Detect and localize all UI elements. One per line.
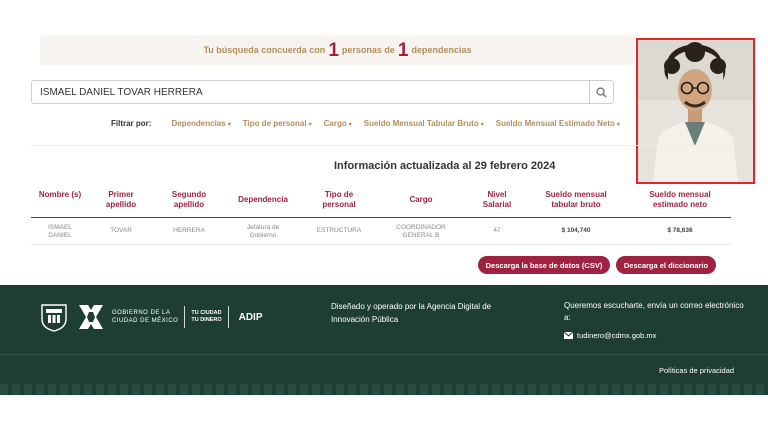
header-primer-apellido: Primer apellido <box>105 190 137 209</box>
cell-segundo-apellido: HERRERA <box>173 227 205 234</box>
footer <box>0 285 768 395</box>
table-header <box>31 190 731 218</box>
contact-text: Queremos escucharte, envía un correo electrónico a: <box>564 301 744 322</box>
filter-bar <box>111 119 620 128</box>
person-photo <box>636 38 755 184</box>
header-dependencia: Dependencia <box>238 195 288 204</box>
banner-suffix: dependencias <box>411 45 472 55</box>
download-dictionary-button[interactable]: Descarga el diccionario <box>616 256 716 274</box>
filter-cargo-label: Cargo <box>323 119 347 128</box>
filter-sueldo-neto-label: Sueldo Mensual Estimado Neto <box>495 119 615 128</box>
download-database-button[interactable]: Descarga la base de datos (CSV) <box>478 256 610 274</box>
filter-dependencias-label: Dependencias <box>171 119 226 128</box>
city-coat-of-arms-icon <box>40 302 68 332</box>
person-photo-illustration <box>638 40 753 182</box>
cdmx-logo-icon <box>76 302 106 332</box>
updated-date: Información actualizada al 29 febrero 2024 <box>334 160 556 172</box>
header-tipo-personal: Tipo de personal <box>322 190 356 209</box>
cell-dependencia: Jefatura de Gobierno <box>246 224 280 239</box>
government-line-1: GOBIERNO DE LA <box>112 310 171 316</box>
envelope-icon <box>564 332 573 339</box>
footer-decorative-pattern <box>0 384 768 395</box>
filter-tipo-personal[interactable] <box>243 119 312 128</box>
filter-sueldo-neto[interactable] <box>496 119 620 128</box>
tu-ciudad-label <box>191 310 221 324</box>
cell-nombre: ISMAEL DANIEL <box>48 224 72 239</box>
filter-dependencias[interactable] <box>171 119 230 128</box>
banner-prefix: Tu búsqueda concuerda con <box>203 45 326 55</box>
footer-logo-divider <box>228 306 229 328</box>
caret-down-icon: ▾ <box>227 122 231 128</box>
header-nivel-salarial: Nivel Salarial <box>482 190 512 209</box>
adip-label: ADIP <box>238 311 263 323</box>
search-bar <box>31 80 614 104</box>
header-segundo-apellido: Segundo apellido <box>171 190 207 209</box>
filter-cargo[interactable] <box>324 119 352 128</box>
cell-primer-apellido: TOVAR <box>110 227 132 234</box>
tu-ciudad-line-2: TU DINERO <box>191 317 222 323</box>
cell-nivel-salarial: 47 <box>493 227 501 234</box>
filter-tipo-personal-label: Tipo de personal <box>242 119 307 128</box>
cell-sueldo-bruto: $ 104,740 <box>561 227 591 234</box>
persons-count: 1 <box>328 40 339 61</box>
banner-middle: personas de <box>341 45 395 55</box>
header-nombre: Nombre (s) <box>38 190 82 199</box>
cell-sueldo-neto: $ 78,636 <box>667 227 693 234</box>
table-row <box>31 218 731 245</box>
privacy-policy-link[interactable]: Políticas de privacidad <box>659 366 735 375</box>
search-input[interactable] <box>32 81 589 103</box>
caret-down-icon: ▾ <box>308 122 312 128</box>
caret-down-icon: ▾ <box>348 122 352 128</box>
government-line-2: CIUDAD DE MÉXICO <box>112 318 179 324</box>
footer-logos <box>40 302 263 332</box>
caret-down-icon: ▾ <box>480 122 484 128</box>
contact-email[interactable] <box>564 331 656 340</box>
divider <box>31 145 731 146</box>
contact-email-text: tudinero@cdmx.gob.mx <box>577 331 657 340</box>
caret-down-icon: ▾ <box>616 122 620 128</box>
designed-by-text: Diseñado y operado por la Agencia Digital de Innovación Pública <box>331 302 492 324</box>
government-label <box>112 309 178 325</box>
filter-sueldo-bruto[interactable] <box>364 119 484 128</box>
header-cargo: Cargo <box>409 195 433 204</box>
footer-logo-divider <box>184 306 185 328</box>
filter-label: Filtrar por: <box>111 119 152 128</box>
tu-ciudad-line-1: TU CIUDAD <box>191 310 222 316</box>
results-banner <box>40 35 635 65</box>
filter-sueldo-bruto-label: Sueldo Mensual Tabular Bruto <box>363 119 479 128</box>
header-sueldo-neto: Sueldo mensual estimado neto <box>649 190 711 209</box>
header-sueldo-bruto: Sueldo mensual tabular bruto <box>545 190 607 209</box>
dependencies-count: 1 <box>397 40 409 61</box>
footer-divider <box>0 354 768 355</box>
search-button[interactable] <box>589 81 613 103</box>
cell-cargo: COORDINADOR GENERAL B <box>396 224 446 239</box>
cell-tipo-personal: ESTRUCTURA <box>316 227 362 234</box>
search-icon <box>596 87 607 98</box>
